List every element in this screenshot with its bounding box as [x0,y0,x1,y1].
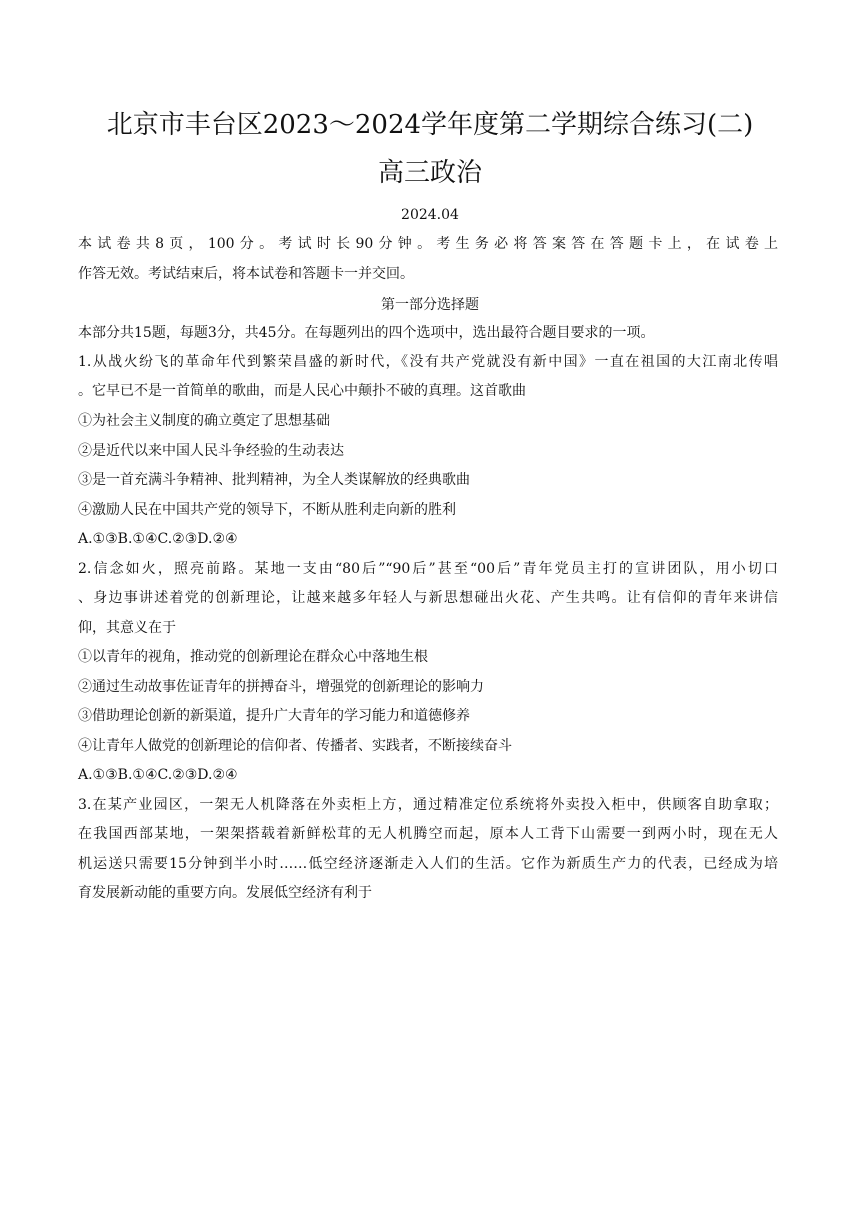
intro-line-2: 作答无效。考试结束后，将本试卷和答题卡一并交回。 [78,266,414,282]
q2-option-2: ②通过生动故事佐证青年的拼搏奋斗，增强党的创新理论的影响力 [78,679,484,695]
exam-title: 北京市丰台区2023～2024学年度第二学期综合练习(二) [106,110,754,140]
exam-date: 2024.04 [401,207,459,223]
q2-option-3: ③借助理论创新的新渠道，提升广大青年的学习能力和道德修养 [78,708,470,724]
intro-line-1: 本试卷共8页，100分。考试时长90分钟。考生务必将答案答在答题卡上，在试卷上 [78,236,778,252]
q1-stem-line-1: 1.从战火纷飞的革命年代到繁荣昌盛的新时代，《没有共产党就没有新中国》一直在祖国的大江南北传唱 [78,354,778,370]
q1-option-4: ④激励人民在中国共产党的领导下，不断从胜利走向新的胜利 [78,502,456,518]
q1-stem-line-2: 。它早已不是一首简单的歌曲，而是人民心中颠扑不破的真理。这首歌曲 [78,383,526,399]
q1-answer-choices: A.①③B.①④C.②③D.②④ [78,531,238,547]
q2-stem-line-2: 、身边事讲述着党的创新理论，让越来越多年轻人与新思想碰出火花、产生共鸣。让有信仰的青年来讲信 [78,590,778,606]
q1-option-3: ③是一首充满斗争精神、批判精神，为全人类谋解放的经典歌曲 [78,472,470,488]
q3-stem-line-3: 机运送只需要15分钟到半小时……低空经济逐渐走入人们的生活。它作为新质生产力的代表，已经成为培 [78,856,778,872]
q2-option-1: ①以青年的视角，推动党的创新理论在群众心中落地生根 [78,649,428,665]
q3-stem-line-4: 育发展新动能的重要方向。发展低空经济有利于 [78,885,372,901]
exam-subject: 高三政治 [377,158,482,188]
q3-stem-line-1: 3.在某产业园区，一架无人机降落在外卖柜上方，通过精准定位系统将外卖投入柜中，供顾客自助拿取； [78,797,778,813]
q2-stem-line-1: 2.信念如火，照亮前路。某地一支由“80后”“90后”甚至“00后”青年党员主打的宣讲团队，用小切口 [78,561,778,577]
q2-stem-line-3: 仰，其意义在于 [78,620,176,636]
part-heading: 第一部分选择题 [381,297,479,313]
q1-option-2: ②是近代以来中国人民斗争经验的生动表达 [78,443,344,459]
q1-option-1: ①为社会主义制度的确立奠定了思想基础 [78,413,330,429]
part-instruction: 本部分共15题，每题3分，共45分。在每题列出的四个选项中，选出最符合题目要求的一项。 [78,325,655,341]
q2-answer-choices: A.①③B.①④C.②③D.②④ [78,767,238,783]
q3-stem-line-2: 在我国西部某地，一架架搭载着新鲜松茸的无人机腾空而起，原本人工背下山需要一到两小时，现在无人 [78,826,778,842]
q2-option-4: ④让青年人做党的创新理论的信仰者、传播者、实践者，不断接续奋斗 [78,738,512,754]
